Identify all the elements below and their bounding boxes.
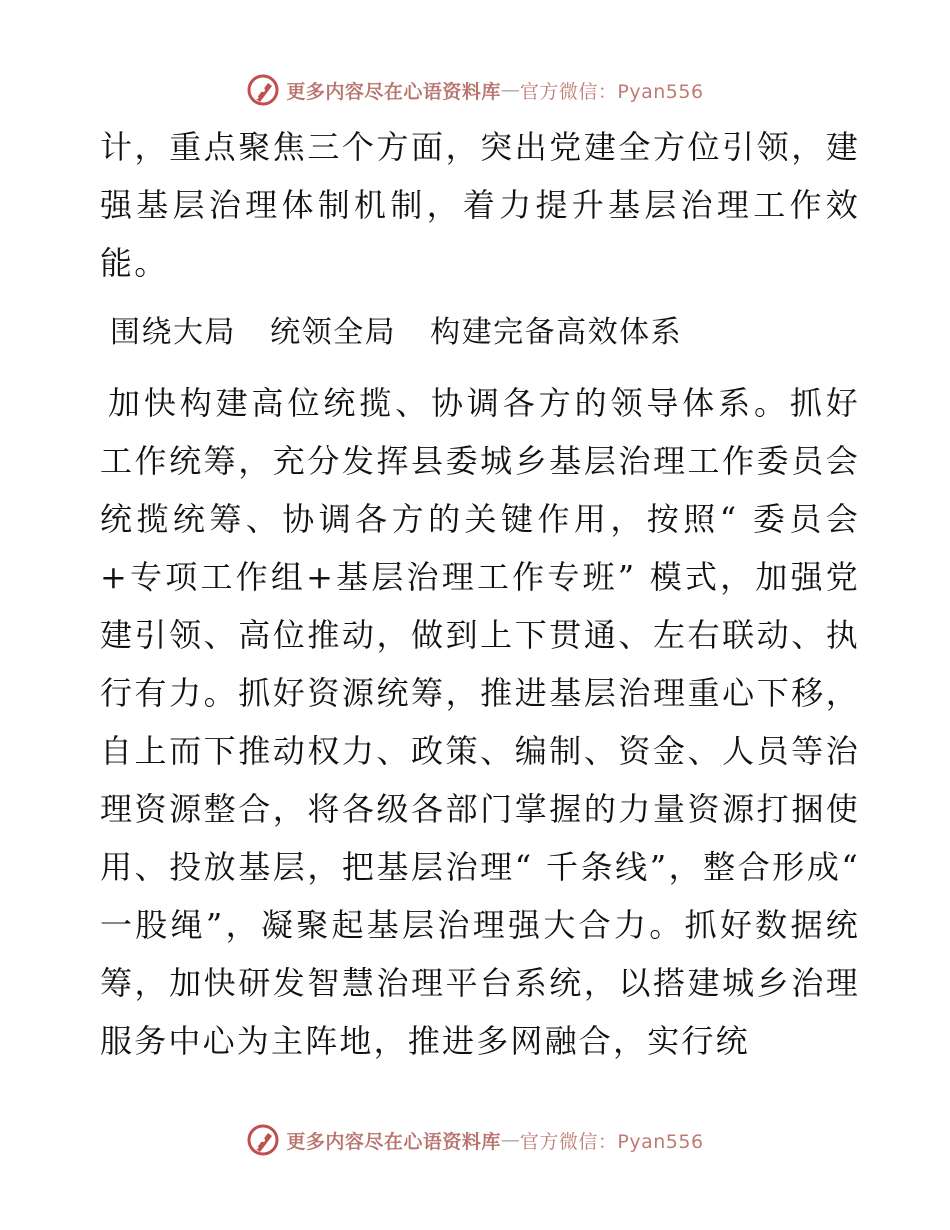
watermark-wechat: 官方微信：Pyan556: [519, 1130, 704, 1153]
watermark-text: 更多内容尽在心语资料库: [286, 80, 501, 103]
pen-logo-icon: [246, 1123, 280, 1157]
document-body: [100, 118, 860, 1070]
watermark-wechat: 官方微信：Pyan556: [519, 80, 704, 103]
paragraph-continuation: 计，重点聚焦三个方面，突出党建全方位引领，建强基层治理体制机制，着力提升基层治理工作效能。: [100, 128, 860, 282]
footer-watermark: [0, 1120, 950, 1160]
watermark-dash: —: [500, 1129, 520, 1151]
watermark-dash: —: [500, 79, 520, 101]
header-watermark: [0, 70, 950, 110]
watermark-text: 更多内容尽在心语资料库: [286, 1130, 501, 1153]
pen-logo-icon: [246, 73, 280, 107]
section-heading: 围绕大局 统领全局 构建完备高效体系: [110, 315, 683, 350]
paragraph-body: 加快构建高位统揽、协调各方的领导体系。抓好工作统筹，充分发挥县委城乡基层治理工作委员会统揽统筹、协调各方的关键作用，按照“ 委员会+专项工作组+基层治理工作专班” 模式，加强党建引领、高位推动，做到上下贯通、左右联动、执行有力。抓好资源统筹，推进基层治理重心下移，自上而下推动权力、政策、编制、资金、人员等治理资源整合，将各级各部门掌握的力量资源打捆使用、投放基层，把基层治理“ 千条线”，整合形成“ 一股绳”，凝聚起基层治理强大合力。抓好数据统筹，加快研发智慧治理平台系统，以搭建城乡治理服务中心为主阵地，推进多网融合，实行统: [100, 384, 860, 1060]
